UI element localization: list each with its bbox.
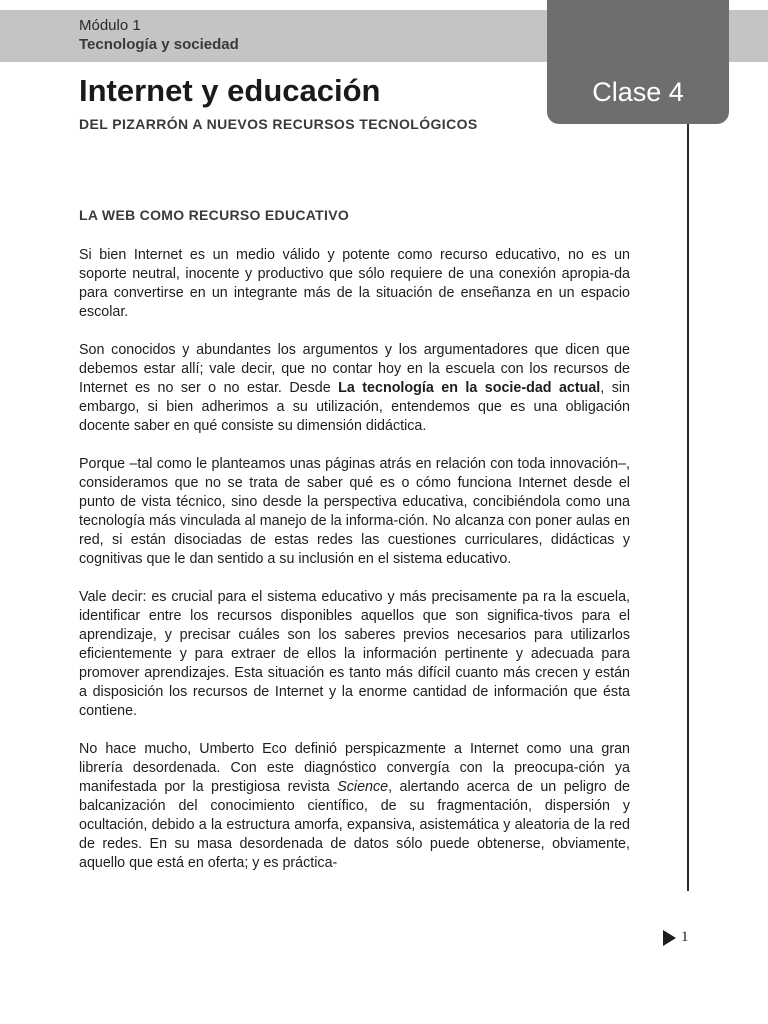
paragraph-3: Porque –tal como le planteamos unas páginas atrás en relación con toda innovación–, consideramos que no se trata de saber qué es o cómo funciona Internet desde el punto de vista técnico, sino desde la perspectiva educativa, concibiéndola como una tecnología más vinculada al manejo de la informa-ción. No alcanza con poner aulas en red, si están disociadas de estas redes las cuestiones curriculares, didácticas y cognitivas que le dan sentido a su inclusión en el sistema educativo. — [79, 456, 630, 567]
triangle-right-icon[interactable] — [663, 930, 676, 946]
paragraph-2-text-a: Son conocidos y abundantes los argumentos y los argumentadores que dicen que debemos estar allí; vale decir, que no contar hoy en la escuela con los recursos de Internet es no ser o no estar. Desde — [79, 342, 630, 396]
paragraph-2 — [79, 341, 630, 436]
class-label: Clase 4 — [592, 77, 684, 107]
book-title-reference: La tecnología en la socie-dad actual — [338, 380, 601, 396]
section-heading: LA WEB COMO RECURSO EDUCATIVO — [79, 207, 350, 223]
paragraph-5 — [79, 740, 630, 873]
body-text — [79, 246, 630, 892]
page-footer — [663, 929, 689, 947]
journal-name: Science — [337, 779, 389, 795]
paragraph-4: Vale decir: es crucial para el sistema educativo y más precisamente pa ra la escuela, identificar entre los recursos disponibles aquellos que son significa-tivos para el aprendizaje, y precisar cuáles son los saberes previos necesarios para utilizarlos eficientemente y para extraer de ellos la información pertinente y adecuada para promover aprendizajes. Esta situación es tanto más difícil cuanto más crecen y están a disposición los recursos de Internet y la enorme cantidad de información que ésta contiene. — [79, 589, 630, 719]
paragraph-1: Si bien Internet es un medio válido y potente como recurso educativo, no es un soporte neutral, inocente y productivo que sólo requiere de una conexión apropia-da para convertirse en un integrante más de la situación de enseñanza en un espacio escolar. — [79, 247, 630, 320]
paragraph-2-text-b: , sin embargo, si bien adherimos a su utilización, entendemos que es una obligación docente saber en qué consiste su dimensión didáctica. — [79, 380, 630, 434]
page-title: Internet y educación — [79, 73, 381, 108]
paragraph-5-text-a: No hace mucho, Umberto Eco definió perspicazmente a Internet como una gran librería desordenada. Con este diagnóstico convergía con la preocupa-ción ya manifestada por la prestigiosa revista — [79, 741, 630, 795]
margin-rule — [687, 124, 689, 891]
page-subtitle: DEL PIZARRÓN A NUEVOS RECURSOS TECNOLÓGICOS — [79, 116, 478, 132]
paragraph-5-text-b: , alertando acerca de un peligro de balcanización del conocimiento científico, de su fragmentación, dispersión y ocultación, debido a la estructura amorfa, expansiva, asistemática y aleatoria de la red de redes. En su masa desordenada de datos sólo puede obtenerse, obviamente, aquello que está en oferta; y es práctica- — [79, 779, 630, 871]
module-title: Tecnología y sociedad — [79, 36, 239, 53]
page-number: 1 — [681, 929, 689, 946]
module-label: Módulo 1 — [79, 17, 141, 34]
